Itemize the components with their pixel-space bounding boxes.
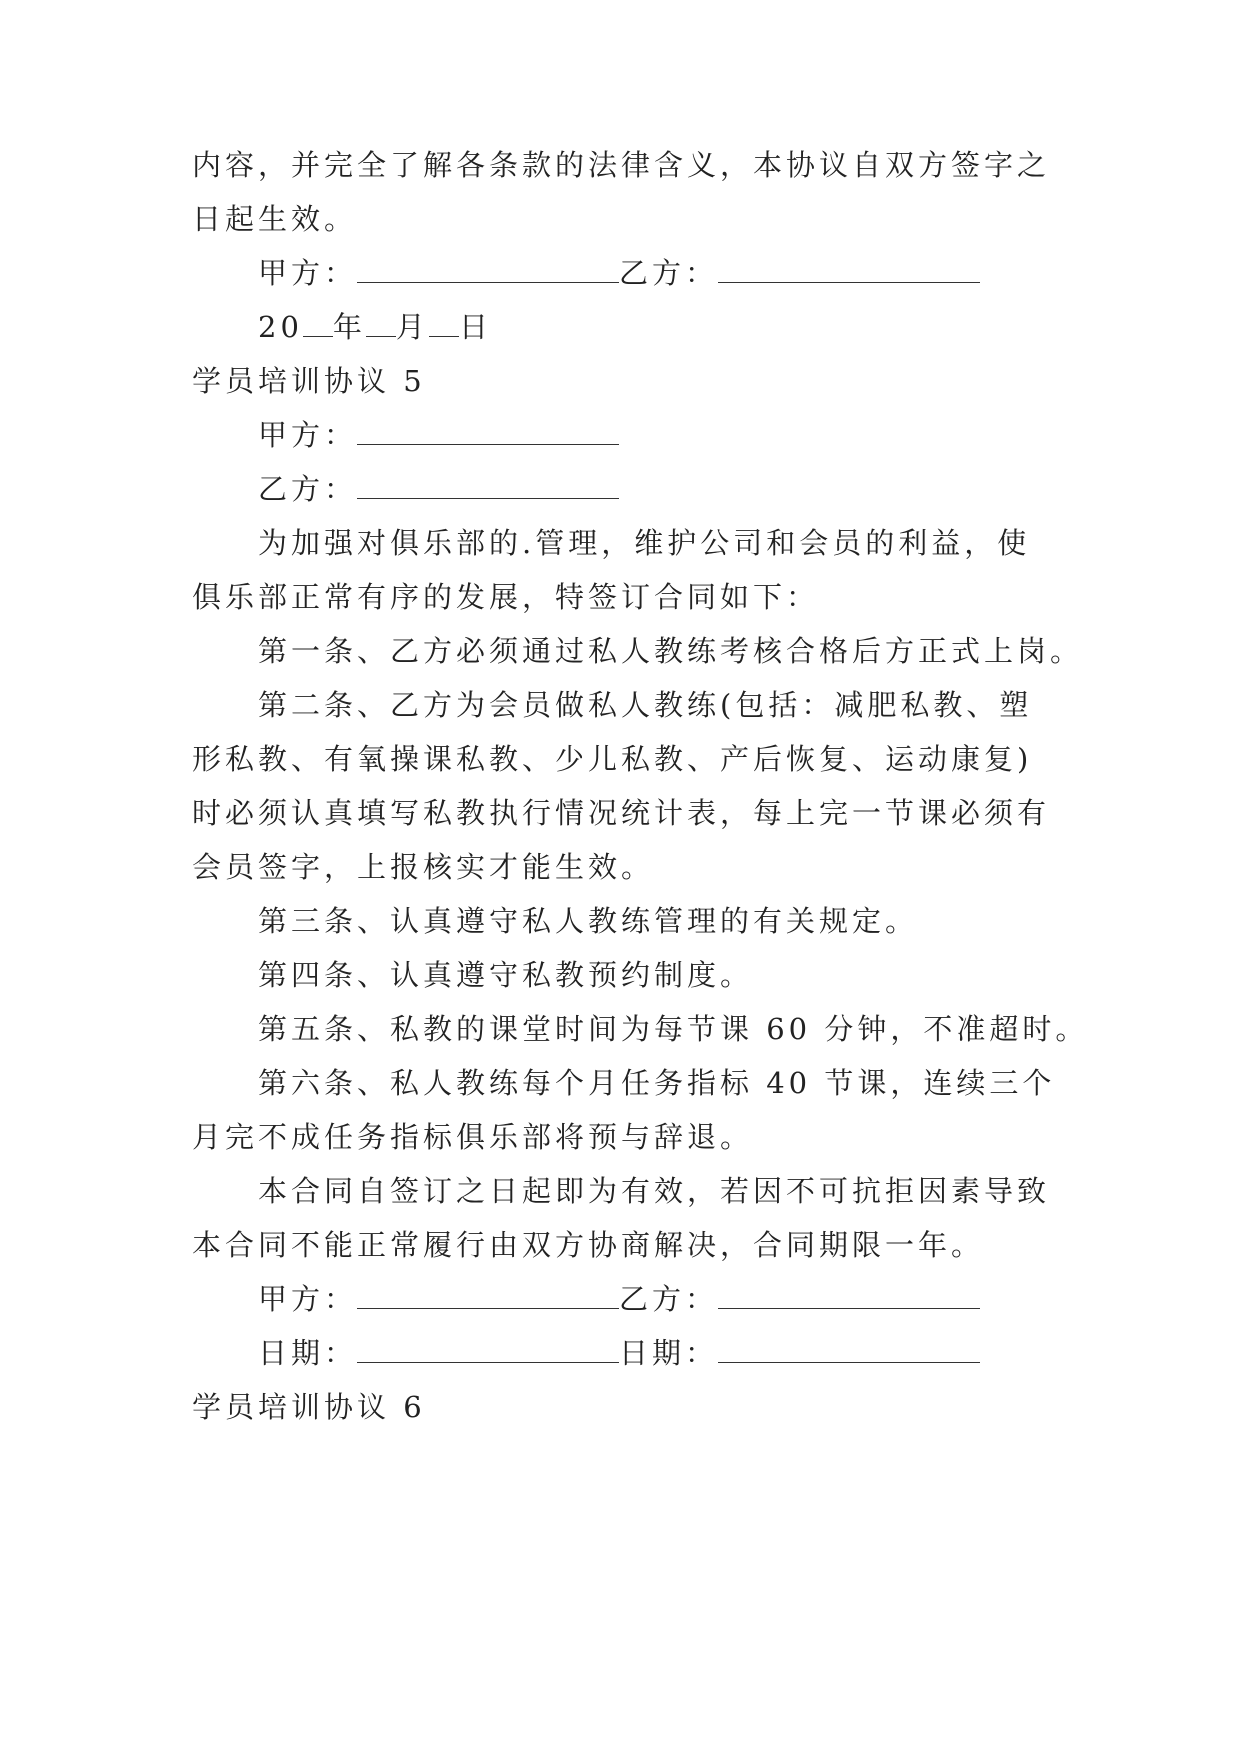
- party-b-line: [258, 471, 619, 507]
- article-5: [258, 1011, 1088, 1047]
- paragraph-line: [192, 1119, 753, 1155]
- date-prefix: 20: [258, 310, 303, 344]
- date-signature-line: [258, 1335, 980, 1371]
- article-2: [258, 687, 1032, 723]
- date-a-label: 日期：: [258, 1336, 358, 1370]
- section-heading: [192, 363, 426, 399]
- section-heading: [192, 1389, 426, 1425]
- text: 俱乐部正常有序的发展，特签订合同如下：: [192, 580, 820, 614]
- paragraph-line: [192, 849, 654, 885]
- party-b-label: 乙方：: [619, 256, 719, 290]
- heading-text: 学员培训协议 6: [192, 1390, 426, 1424]
- paragraph-line: [192, 1227, 984, 1263]
- article-1: [258, 633, 1083, 669]
- date-line: [258, 309, 492, 345]
- text: 时必须认真填写私教执行情况统计表，每上完一节课必须有: [192, 796, 1051, 830]
- year-label: 年: [332, 310, 366, 344]
- party-a-blank: [357, 1284, 619, 1309]
- text: 内容，并完全了解各条款的法律含义，本协议自双方签字之: [192, 148, 1051, 182]
- text: 月完不成任务指标俱乐部将预与辞退。: [192, 1120, 754, 1154]
- party-b-blank: [718, 1284, 980, 1309]
- party-b-blank: [718, 258, 980, 283]
- paragraph-line: [192, 741, 1032, 777]
- text: 形私教、有氧操课私教、少儿私教、产后恢复、运动康复): [192, 742, 1033, 776]
- text: 会员签字，上报核实才能生效。: [192, 850, 655, 884]
- paragraph-line: [192, 795, 1050, 831]
- date-b-label: 日期：: [619, 1336, 719, 1370]
- text: 本合同自签订之日起即为有效，若因不可抗拒因素导致: [258, 1174, 1051, 1208]
- paragraph-line: [258, 525, 1030, 561]
- day-blank: [429, 312, 459, 337]
- paragraph-line: [192, 579, 819, 615]
- signature-line: [258, 255, 980, 291]
- party-b-label: 乙方：: [258, 472, 358, 506]
- article-6: [258, 1065, 1055, 1101]
- date-b-blank: [718, 1338, 980, 1363]
- text: 第四条、认真遵守私教预约制度。: [258, 958, 754, 992]
- heading-text: 学员培训协议 5: [192, 364, 426, 398]
- article-3: [258, 903, 918, 939]
- text: 本合同不能正常履行由双方协商解决，合同期限一年。: [192, 1228, 985, 1262]
- party-b-label: 乙方：: [619, 1282, 719, 1316]
- day-label: 日: [458, 310, 492, 344]
- closing-clause: [258, 1173, 1050, 1209]
- party-a-blank: [357, 258, 619, 283]
- text: 第三条、认真遵守私人教练管理的有关规定。: [258, 904, 919, 938]
- party-a-line: [258, 417, 619, 453]
- text: 第六条、私人教练每个月任务指标 40 节课，连续三个: [258, 1066, 1056, 1100]
- year-blank: [303, 312, 333, 337]
- text: 日起生效。: [192, 202, 358, 236]
- party-a-label: 甲方：: [258, 256, 358, 290]
- text: 第一条、乙方必须通过私人教练考核合格后方正式上岗。: [258, 634, 1084, 668]
- party-a-blank: [357, 420, 619, 445]
- article-4: [258, 957, 753, 993]
- paragraph-line: [192, 201, 357, 237]
- signature-line: [258, 1281, 980, 1317]
- month-label: 月: [395, 310, 429, 344]
- party-a-label: 甲方：: [258, 1282, 358, 1316]
- date-a-blank: [357, 1338, 619, 1363]
- party-b-blank: [357, 474, 619, 499]
- party-a-label: 甲方：: [258, 418, 358, 452]
- text: 第五条、私教的课堂时间为每节课 60 分钟，不准超时。: [258, 1012, 1089, 1046]
- text: 为加强对俱乐部的.管理，维护公司和会员的利益，使: [258, 526, 1031, 560]
- text: 第二条、乙方为会员做私人教练(包括：减肥私教、塑: [258, 688, 1033, 722]
- paragraph-line: [192, 147, 1050, 183]
- month-blank: [366, 312, 396, 337]
